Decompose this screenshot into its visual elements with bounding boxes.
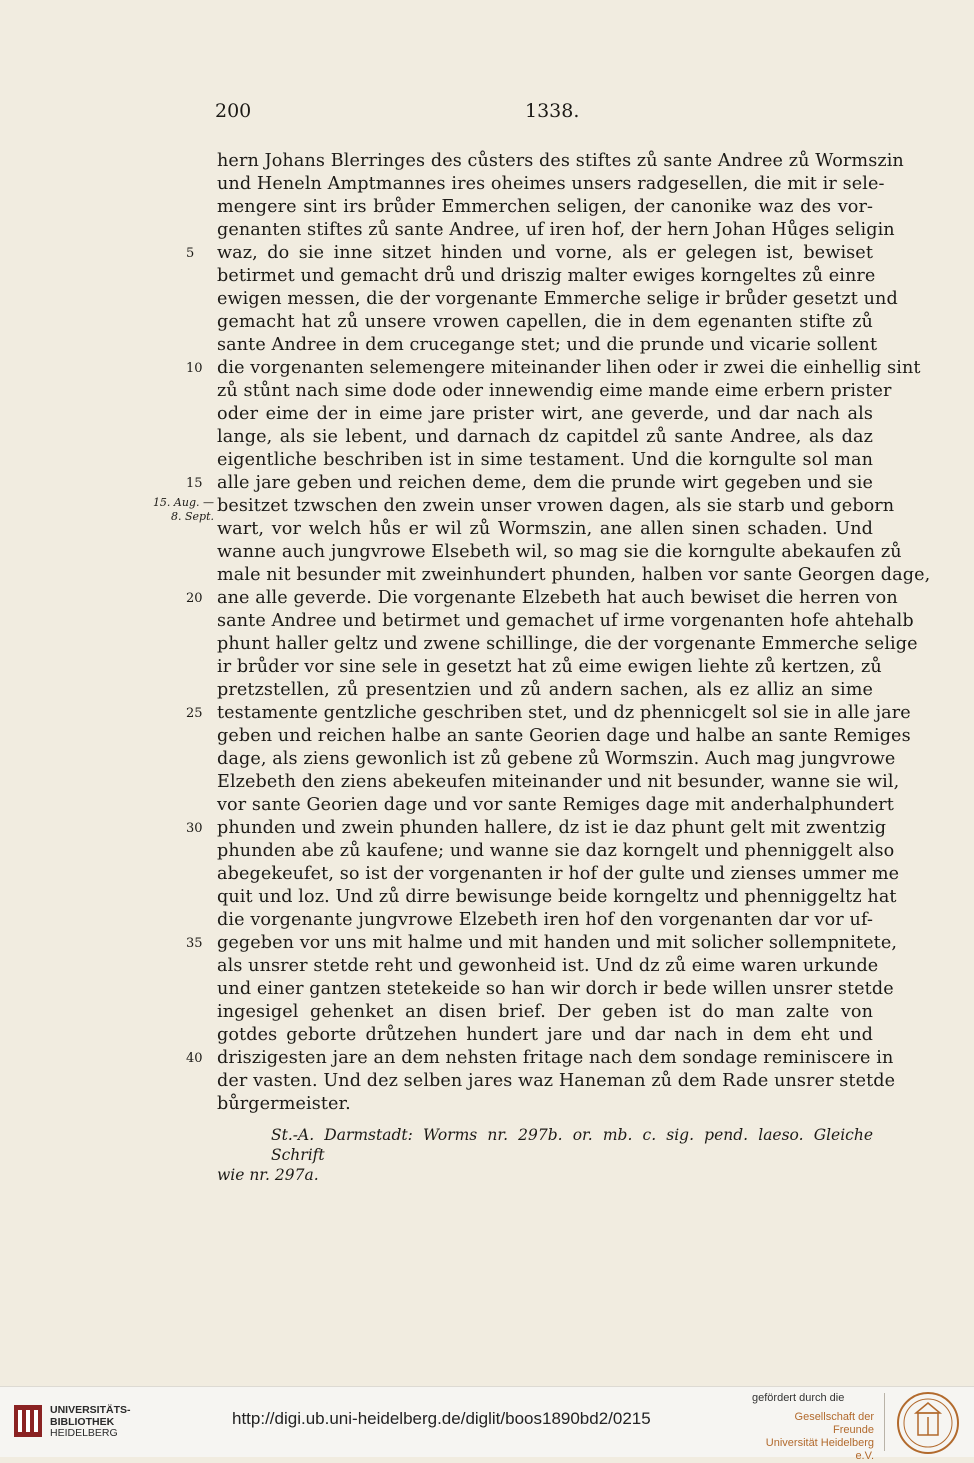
line-text: wart, vor welch hůs er wil zů Wormszin, ane allen sinen schaden. Und	[217, 519, 873, 539]
line-text: die vorgenante jungvrowe Elzebeth iren hof den vorgenanten dar vor uf-	[217, 910, 873, 930]
text-line	[0, 725, 974, 748]
line-text: dage, als ziens gewonlich ist zů gebene zů Wormszin. Auch mag jungvrowe	[217, 749, 896, 769]
text-line	[0, 426, 974, 449]
line-text: genanten stiftes zů sante Andree, uf iren hof, der hern Johan Hůges seligin	[217, 220, 895, 240]
line-text: alle jare geben und reichen deme, dem die prunde wirt gegeben und sie	[217, 473, 873, 493]
line-text: gemacht hat zů unsere vrowen capellen, die in dem egenanten stifte zů	[217, 312, 873, 332]
library-name-line-3: HEIDELBERG	[50, 1427, 118, 1439]
text-line	[0, 219, 974, 242]
page-number: 200	[215, 100, 252, 122]
line-text: quit und loz. Und zů dirre bewisunge beide korngeltz und phenniggeltz hat	[217, 887, 897, 907]
text-line	[0, 932, 974, 955]
text-line	[0, 840, 974, 863]
text-line	[0, 334, 974, 357]
line-text: mengere sint irs brůder Emmerchen seligen, der canonike waz des vor-	[217, 197, 873, 217]
line-text: zů stůnt nach sime dode oder innewendig eime mande eime erbern prister	[217, 381, 892, 401]
text-line	[0, 656, 974, 679]
charter-text	[0, 150, 974, 1116]
line-text: gotdes geborte drůtzehen hundert jare und dar nach in dem eht und	[217, 1025, 873, 1045]
text-line	[0, 978, 974, 1001]
line-text: phunt haller geltz und zwene schillinge, die der vorgenante Emmerche selige	[217, 634, 918, 654]
digitization-footer	[0, 1386, 974, 1462]
library-name-line-1: UNIVERSITÄTS-	[50, 1404, 131, 1416]
text-line	[0, 449, 974, 472]
text-line	[0, 541, 974, 564]
text-line	[0, 518, 974, 541]
text-line	[0, 909, 974, 932]
line-text: als unsrer stetde reht und gewonheid ist. Und dz zů eime waren urkunde	[217, 956, 879, 976]
page-header	[215, 100, 875, 130]
line-text: der vasten. Und dez selben jares waz Haneman zů dem Rade unsrer stetde	[217, 1071, 896, 1091]
line-text: geben und reichen halbe an sante Georien dage und halbe an sante Remiges	[217, 726, 911, 746]
line-text: hern Johans Blerringes des cůsters des stiftes zů sante Andree zů Wormszin	[217, 151, 904, 171]
text-line	[0, 955, 974, 978]
line-text: male nit besunder mit zweinhundert phunden, halben vor sante Georgen dage,	[217, 565, 931, 585]
text-line	[0, 288, 974, 311]
line-text: sante Andree und betirmet und gemachet uf irme vorgenanten hofe ahtehalb	[217, 611, 914, 631]
line-number: 25	[186, 706, 203, 721]
text-line	[0, 679, 974, 702]
society-name-line-1: Gesellschaft der Freunde	[794, 1411, 874, 1436]
text-line	[0, 794, 974, 817]
line-number: 5	[186, 246, 195, 261]
text-line	[0, 1093, 974, 1116]
text-line	[0, 702, 974, 725]
text-line	[0, 242, 974, 265]
line-number: 15	[186, 476, 203, 491]
line-text: die vorgenanten selemengere miteinander lihen oder ir zwei die einhellig sint	[217, 358, 921, 378]
text-line	[0, 564, 974, 587]
text-line	[0, 403, 974, 426]
line-text: testamente gentzliche geschriben stet, und dz phennicgelt sol sie in alle jare	[217, 703, 911, 723]
source-note-line-2: wie nr. 297a.	[217, 1166, 319, 1184]
text-line	[0, 863, 974, 886]
text-line	[0, 495, 974, 518]
text-line	[0, 1070, 974, 1093]
source-note	[217, 1125, 873, 1185]
line-number: 10	[186, 361, 203, 376]
text-line	[0, 1047, 974, 1070]
text-line	[0, 311, 974, 334]
line-text: Elzebeth den ziens abekeufen miteinander und nit besunder, wanne sie wil,	[217, 772, 900, 792]
line-text: ingesigel gehenket an disen brief. Der geben ist do man zalte von	[217, 1002, 873, 1022]
library-name	[50, 1405, 131, 1440]
text-line	[0, 1024, 974, 1047]
line-text: gegeben vor uns mit halme und mit handen und mit solicher sollempnitete,	[217, 933, 898, 953]
line-number: 30	[186, 821, 203, 836]
text-line	[0, 886, 974, 909]
text-line	[0, 748, 974, 771]
library-name-line-2: BIBLIOTHEK	[50, 1415, 115, 1428]
text-line	[0, 771, 974, 794]
line-number: 40	[186, 1051, 203, 1066]
line-text: sante Andree in dem crucegange stet; und die prunde und vicarie sollent	[217, 335, 878, 355]
text-line	[0, 587, 974, 610]
line-text: abegekeufet, so ist der vorgenanten ir hof der gulte und zienses ummer me	[217, 864, 900, 884]
text-line	[0, 357, 974, 380]
text-line	[0, 633, 974, 656]
text-line	[0, 196, 974, 219]
line-text: phunden und zwein phunden hallere, dz ist ie daz phunt gelt mit zwentzig	[217, 818, 887, 838]
text-line	[0, 1001, 974, 1024]
text-line	[0, 817, 974, 840]
line-text: ir brůder vor sine sele in gesetzt hat zů eime ewigen liehte zů kertzen, zů	[217, 657, 882, 677]
funding-label: gefördert durch die	[752, 1392, 845, 1404]
line-text: pretzstellen, zů presentzien und zů andern sachen, als ez alliz an sime	[217, 680, 873, 700]
text-line	[0, 610, 974, 633]
footer-divider	[884, 1393, 885, 1451]
society-name	[756, 1411, 874, 1463]
line-text: ewigen messen, die der vorgenante Emmerche selige ir brůder gesetzt und	[217, 289, 898, 309]
line-number: 35	[186, 936, 203, 951]
text-line	[0, 150, 974, 173]
text-line	[0, 173, 974, 196]
margin-date-line-2: 8. Sept.	[171, 510, 214, 523]
margin-date-line-1: 15. Aug. —	[152, 496, 214, 509]
line-text: besitzet tzwschen den zwein unser vrowen dagen, als sie starb und geborn	[217, 496, 895, 516]
line-text: vor sante Georien dage und vor sante Remiges dage mit anderhalphundert	[217, 795, 894, 815]
permalink-url[interactable]: http://digi.ub.uni-heidelberg.de/diglit/boos1890bd2/0215	[232, 1409, 651, 1428]
line-text: betirmet und gemacht drů und driszig malter ewiges korngeltes zů einre	[217, 266, 876, 286]
source-note-line-1: St.-A. Darmstadt: Worms nr. 297b. or. mb. c. sig. pend. laeso. Gleiche Schrift	[271, 1126, 873, 1164]
university-seal-icon	[896, 1391, 960, 1455]
line-text: phunden abe zů kaufene; und wanne sie daz korngelt und phenniggelt also	[217, 841, 895, 861]
society-name-line-2: Universität Heidelberg e.V.	[765, 1437, 874, 1462]
line-text: driszigesten jare an dem nehsten fritage nach dem sondage reminiscere in	[217, 1048, 894, 1068]
line-text: ane alle geverde. Die vorgenante Elzebeth hat auch bewiset die herren von	[217, 588, 898, 608]
line-text: eigentliche beschriben ist in sime testament. Und die korngulte sol man	[217, 450, 873, 470]
line-text: und einer gantzen stetekeide so han wir dorch ir bede willen unsrer stetde	[217, 979, 894, 999]
text-line	[0, 265, 974, 288]
text-line	[0, 472, 974, 495]
line-text: waz, do sie inne sitzet hinden und vorne, als er gelegen ist, bewiset	[217, 243, 873, 263]
line-text: und Heneln Amptmannes ires oheimes unsers radgesellen, die mit ir sele-	[217, 174, 885, 194]
line-number: 20	[186, 591, 203, 606]
text-line	[0, 380, 974, 403]
line-text: bůrgermeister.	[217, 1094, 351, 1114]
line-text: wanne auch jungvrowe Elsebeth wil, so mag sie die korngulte abekaufen zů	[217, 542, 902, 562]
line-text: oder eime der in eime jare prister wirt, ane geverde, und dar nach als	[217, 404, 873, 424]
line-text: lange, als sie lebent, und darnach dz capitdel zů sante Andree, als daz	[217, 427, 873, 447]
running-head-year: 1338.	[525, 100, 580, 122]
library-logo-icon	[14, 1405, 42, 1437]
